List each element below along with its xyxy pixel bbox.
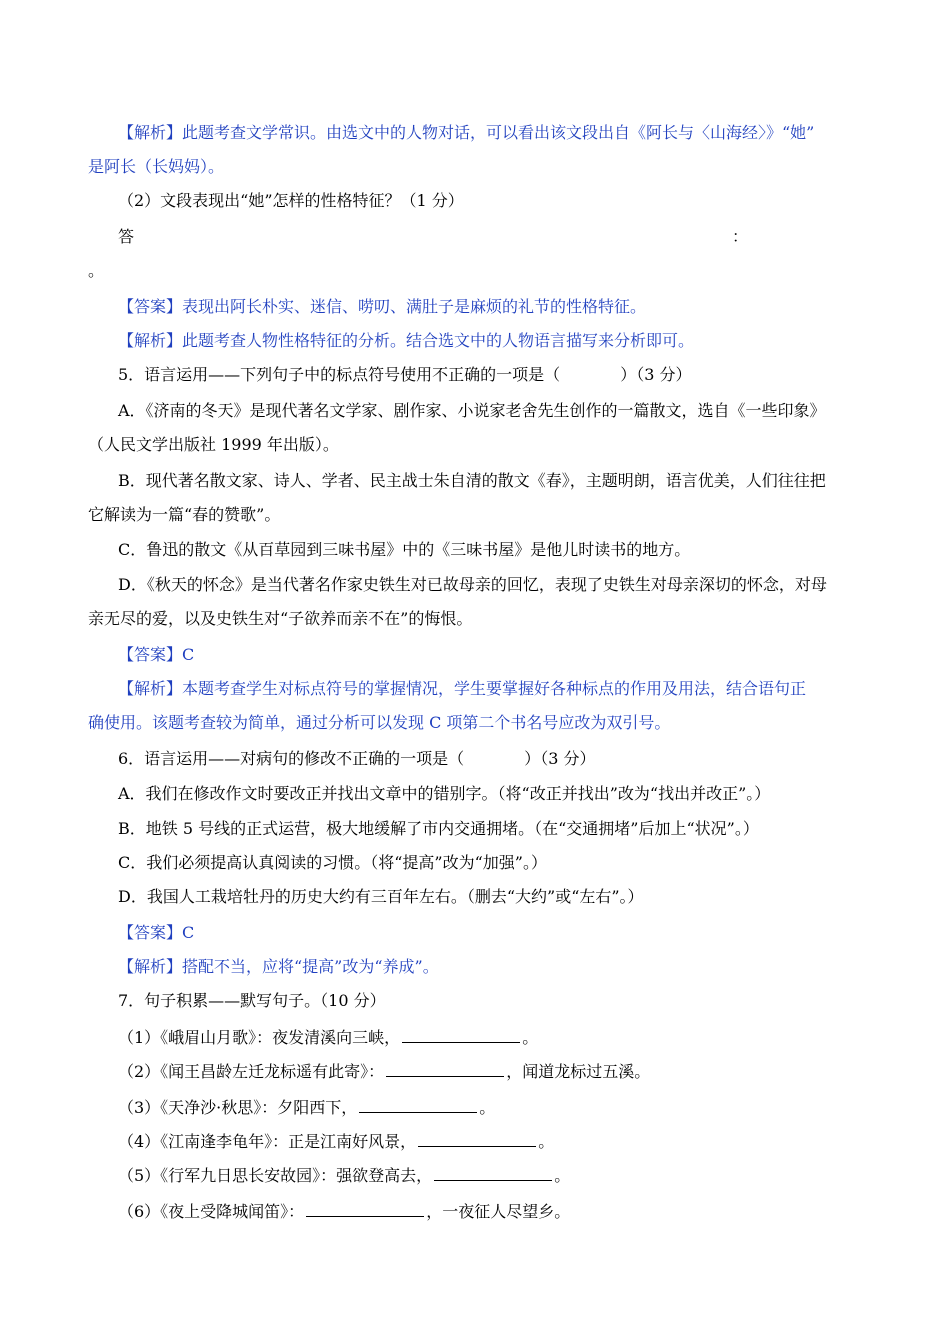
fill-blank-prefix: （1）《峨眉山月歌》：夜发清溪向三峡，: [118, 1028, 401, 1047]
fill-blank-prefix: （2）《闻王昌龄左迁龙标遥有此寄》：: [118, 1062, 385, 1081]
option-a-cont: （人民文学出版社 1999 年出版）。: [88, 435, 339, 454]
option-d: D．我国人工栽培牡丹的历史大约有三百年左右。（删去“大约”或“左右”。）: [118, 887, 644, 906]
option-a: A．我们在修改作文时要改正并找出文章中的错别字。（将“改正并找出”改为“找出并改正”。）: [118, 784, 771, 803]
answer-text: 【答案】C: [118, 645, 195, 664]
fill-blank-prefix: （6）《夜上受降城闻笛》：: [118, 1202, 305, 1221]
fill-blank-prefix: （4）《江南逢李龟年》：正是江南好风景，: [118, 1132, 417, 1151]
question-6-stem-end: ）（3 分）: [524, 749, 596, 768]
fill-blank-suffix: 。: [479, 1098, 496, 1117]
analysis-text: 【解析】搭配不当，应将“提高”改为“养成”。: [118, 957, 439, 976]
fill-blank-line[interactable]: [386, 1060, 504, 1077]
fill-blank-prefix: （5）《行军九日思长安故园》：强欲登高去，: [118, 1166, 433, 1185]
question-4-2: （2）文段表现出“她”怎样的性格特征？（1 分）: [118, 191, 464, 210]
option-a: A．《济南的冬天》是现代著名文学家、剧作家、小说家老舍先生创作的一篇散文，选自《一些印象》: [118, 401, 826, 420]
question-5-stem-text: 5．语言运用——下列句子中的标点符号使用不正确的一项是（: [118, 365, 561, 384]
fill-blank-item: [118, 1096, 862, 1119]
fill-blank-item: [118, 1200, 862, 1223]
analysis-text-cont: 是阿长（长妈妈）。: [88, 157, 225, 176]
option-b-cont: 它解读为一篇“春的赞歌”。: [88, 505, 281, 524]
fill-blank-suffix: ，闻道龙标过五溪。: [506, 1062, 651, 1081]
analysis-text: 【解析】本题考查学生对标点符号的掌握情况，学生要掌握好各种标点的作用及用法，结合语句正: [118, 679, 807, 698]
fill-blank-prefix: （3）《天净沙·秋思》：夕阳西下，: [118, 1098, 358, 1117]
fill-blank-suffix: ，一夜征人尽望乡。: [426, 1202, 571, 1221]
fill-blank-suffix: 。: [554, 1166, 571, 1185]
answer-text: 【答案】表现出阿长朴实、迷信、唠叨、满肚子是麻烦的礼节的性格特征。: [118, 297, 647, 316]
question-6-stem: [118, 748, 862, 770]
answer-end: 。: [88, 261, 105, 280]
question-7-stem: 7．句子积累——默写句子。（10 分）: [118, 991, 386, 1010]
answer-text: 【答案】C: [118, 923, 195, 942]
option-c: C．鲁迅的散文《从百草园到三味书屋》中的《三味书屋》是他儿时读书的地方。: [118, 540, 691, 559]
fill-blank-item: [118, 1164, 862, 1187]
fill-blank-suffix: 。: [538, 1132, 555, 1151]
fill-blank-suffix: 。: [522, 1028, 539, 1047]
question-6-stem-text: 6．语言运用——对病句的修改不正确的一项是（: [118, 749, 465, 768]
analysis-text-cont: 确使用。该题考查较为简单，通过分析可以发现 C 项第二个书名号应改为双引号。: [88, 713, 671, 732]
option-c: C．我们必须提高认真阅读的习惯。（将“提高”改为“加强”。）: [118, 853, 547, 872]
fill-blank-line[interactable]: [402, 1026, 520, 1043]
answer-prefix: 答: [118, 227, 135, 246]
analysis-text: 【解析】此题考查人物性格特征的分析。结合选文中的人物语言描写来分析即可。: [118, 331, 695, 350]
fill-blank-line[interactable]: [418, 1130, 536, 1147]
fill-blank-line[interactable]: [306, 1200, 424, 1217]
question-5-stem-end: ）（3 分）: [620, 365, 692, 384]
option-b: B．现代著名散文家、诗人、学者、民主战士朱自清的散文《春》，主题明朗，语言优美，人们往往把: [118, 471, 826, 490]
answer-colon: ：: [731, 227, 748, 246]
fill-blank-item: [118, 1130, 862, 1153]
option-d-cont: 亲无尽的爱，以及史铁生对“子欲养而亲不在”的悔恨。: [88, 609, 473, 628]
question-5-stem: [118, 364, 862, 386]
option-d: D．《秋天的怀念》是当代著名作家史铁生对已故母亲的回忆，表现了史铁生对母亲深切的怀念，对母: [118, 575, 827, 594]
fill-blank-line[interactable]: [434, 1164, 552, 1181]
option-b: B．地铁 5 号线的正式运营，极大地缓解了市内交通拥堵。（在“交通拥堵”后加上“状况”。）: [118, 819, 759, 838]
analysis-text: 【解析】此题考查文学常识。由选文中的人物对话，可以看出该文段出自《阿长与〈山海经〉》“她”: [118, 123, 815, 142]
fill-blank-item: [118, 1060, 862, 1083]
fill-blank-line[interactable]: [359, 1096, 477, 1113]
answer-line: [118, 226, 862, 248]
fill-blank-item: [118, 1026, 862, 1049]
